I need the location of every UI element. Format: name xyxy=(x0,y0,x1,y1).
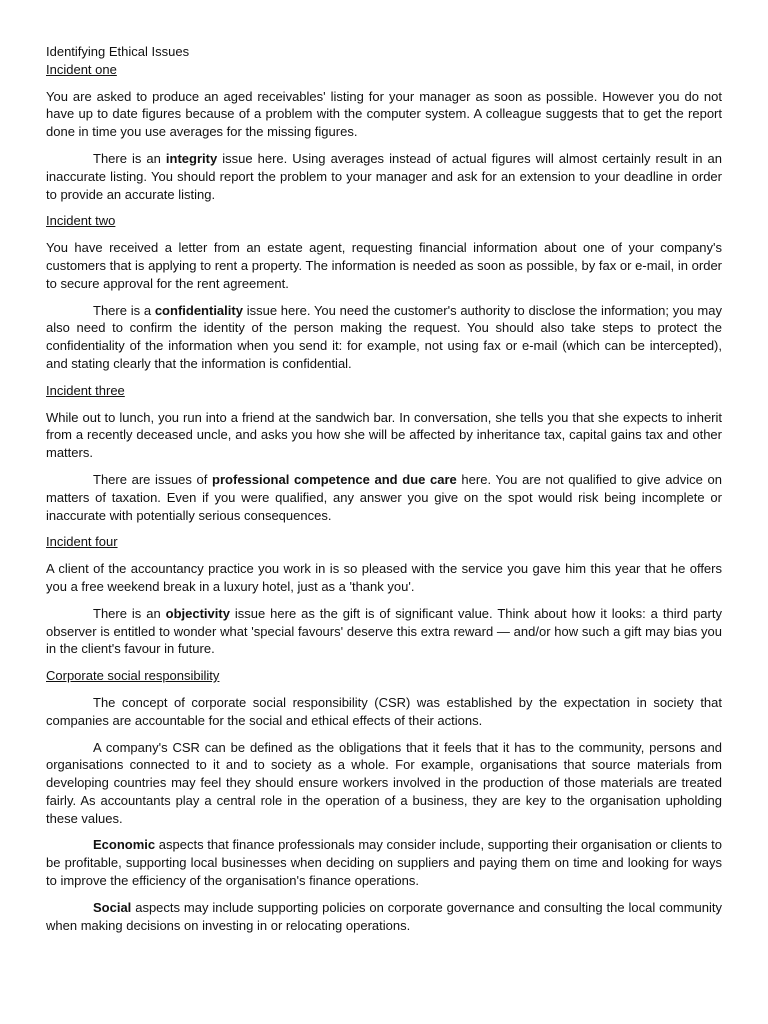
issue-keyword: confidentiality xyxy=(154,302,243,318)
analysis-lead: There is an xyxy=(93,605,166,621)
scenario-paragraph: A client of the accountancy practice you work in is so pleased with the service you gave him this year that he offers you a free weekend break in a luxury hotel, just as a 'thank you'. xyxy=(46,561,722,594)
analysis-text: issue here as the gift is of significant value. Think about how it looks: a third party observer is entitled to wonder what 'special favours' deserve this extra reward — and/or how such a gift may bias you in the client's favour in future. xyxy=(46,605,722,657)
analysis-paragraph xyxy=(46,605,722,658)
csr-social-paragraph xyxy=(46,899,722,935)
analysis-text: issue here. Using averages instead of actual figures will almost certainly result in an inaccurate listing. You should report the problem to your manager and ask for an extension to your deadline in order to provide an accurate listing. xyxy=(46,150,722,202)
issue-keyword: professional competence and due care xyxy=(212,471,457,487)
analysis-paragraph xyxy=(46,471,722,524)
analysis-lead: There is a xyxy=(93,302,155,318)
document-title: Identifying Ethical Issues xyxy=(46,44,190,59)
section-incident-three xyxy=(46,382,722,525)
section-incident-two xyxy=(46,212,722,372)
aspect-keyword: Social xyxy=(93,899,132,915)
scenario-paragraph: You have received a letter from an estate agent, requesting financial information about one of your company's customers that is applying to rent a property. The information is needed as soon as possible, by fax or e-mail, in order to secure approval for the rent agreement. xyxy=(46,240,722,291)
issue-keyword: integrity xyxy=(165,150,218,166)
document-page xyxy=(46,43,722,943)
section-heading: Incident four xyxy=(46,534,118,550)
csr-economic-paragraph xyxy=(46,836,722,889)
aspect-text: aspects that finance professionals may consider include, supporting their organisation or clients to be profitable, supporting local businesses when deciding on suppliers and paying them on time and looking for ways to improve the efficiency of the organisation's finance operations. xyxy=(46,837,722,889)
section-heading: Incident two xyxy=(46,213,116,229)
section-heading: Incident one xyxy=(46,61,117,77)
analysis-paragraph xyxy=(46,302,722,373)
section-heading: Incident three xyxy=(46,382,125,398)
section-csr xyxy=(46,667,722,934)
analysis-lead: There is an xyxy=(93,150,166,166)
aspect-text: aspects may include supporting policies on corporate governance and consulting the local community when making decisions on investing in or relocating operations. xyxy=(46,899,722,933)
csr-obligations-paragraph: A company's CSR can be defined as the obligations that it feels that it has to the community, persons and organisations connected to it and to society as a whole. For example, organisations that source materials from developing countries may feel they should ensure workers involved in the production of those materials are treated fairly. As accountants play a central role in the operation of a business, they are key to the organisation upholding these values. xyxy=(46,739,722,826)
analysis-text: here. You are not qualified to give advice on matters of taxation. Even if you were qualified, any answer you give on the spot would risk being incomplete or inaccurate with potentially serious consequences. xyxy=(46,471,722,523)
analysis-lead: There are issues of xyxy=(93,471,213,487)
aspect-keyword: Economic xyxy=(93,837,156,853)
scenario-paragraph: You are asked to produce an aged receivables' listing for your manager as soon as possible. However you do not have up to date figures because of a problem with the computer system. A colleague suggests that to get the report done in time you use averages for the missing figures. xyxy=(46,88,722,140)
section-incident-four xyxy=(46,533,722,658)
analysis-text: issue here. You need the customer's authority to disclose the information; you may also need to confirm the identity of the person making the request. You should also take steps to protect the confidentiality of the information when you send it: for example, not using fax or e-mail (which can be intercepted), and stating clearly that the information is confidential. xyxy=(46,302,722,371)
issue-keyword: objectivity xyxy=(165,605,230,621)
section-incident-one xyxy=(46,61,722,204)
analysis-paragraph xyxy=(46,150,722,203)
scenario-paragraph: While out to lunch, you run into a friend at the sandwich bar. In conversation, she tells you that she expects to inherit from a recently deceased uncle, and asks you how she will be affected by inheritance tax, capital gains tax and other matters. xyxy=(46,409,722,461)
section-heading: Corporate social responsibility xyxy=(46,668,220,684)
csr-definition-paragraph: The concept of corporate social responsibility (CSR) was established by the expectation in society that companies are accountable for the social and ethical effects of their actions. xyxy=(46,694,722,728)
